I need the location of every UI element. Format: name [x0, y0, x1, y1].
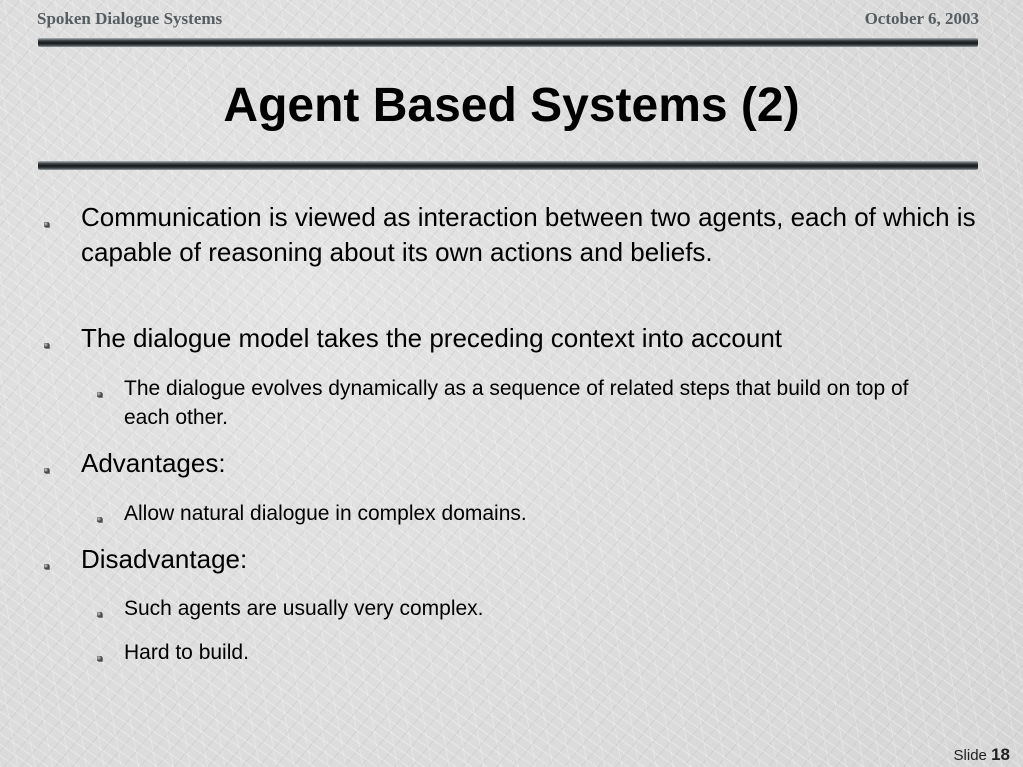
bullet-item: [81, 446, 981, 481]
bullet-icon: [44, 468, 49, 473]
slide-label: Slide: [953, 747, 987, 764]
sub-bullet-item: [124, 594, 944, 623]
sub-bullet-text: The dialogue evolves dynamically as a sequence of related steps that build on top of each other.: [124, 377, 909, 429]
bullet-icon: [44, 222, 49, 227]
sub-bullet-icon: [97, 392, 102, 397]
title-divider: [38, 161, 978, 170]
top-divider: [38, 38, 978, 47]
bullet-item: [81, 200, 981, 270]
sub-bullet-text: Allow natural dialogue in complex domains.: [124, 502, 527, 525]
sub-bullet-icon: [97, 612, 102, 617]
sub-bullet-item: [124, 499, 944, 528]
slide-number: 18: [991, 745, 1010, 764]
bullet-icon: [44, 564, 49, 569]
sub-bullet-item: [124, 374, 944, 432]
bullet-text: Communication is viewed as interaction between two agents, each of which is capable of reasoning about its own actions and beliefs.: [81, 202, 976, 267]
header-left-text: Spoken Dialogue Systems: [37, 9, 223, 28]
sub-bullet-text: Hard to build.: [124, 641, 249, 664]
slide-title: Agent Based Systems (2): [223, 79, 800, 132]
sub-bullet-icon: [97, 656, 102, 661]
bullet-item: [81, 542, 981, 577]
bullet-text: Advantages:: [81, 448, 226, 478]
bullet-item: [81, 321, 981, 356]
sub-bullet-icon: [97, 517, 102, 522]
header-date: October 6, 2003: [864, 9, 979, 28]
bullet-text: The dialogue model takes the preceding context into account: [81, 323, 783, 353]
sub-bullet-text: Such agents are usually very complex.: [124, 597, 484, 620]
bullet-text: Disadvantage:: [81, 544, 248, 574]
slide-number-footer: [954, 745, 1010, 765]
bullet-icon: [44, 343, 49, 348]
sub-bullet-item: [124, 638, 944, 667]
